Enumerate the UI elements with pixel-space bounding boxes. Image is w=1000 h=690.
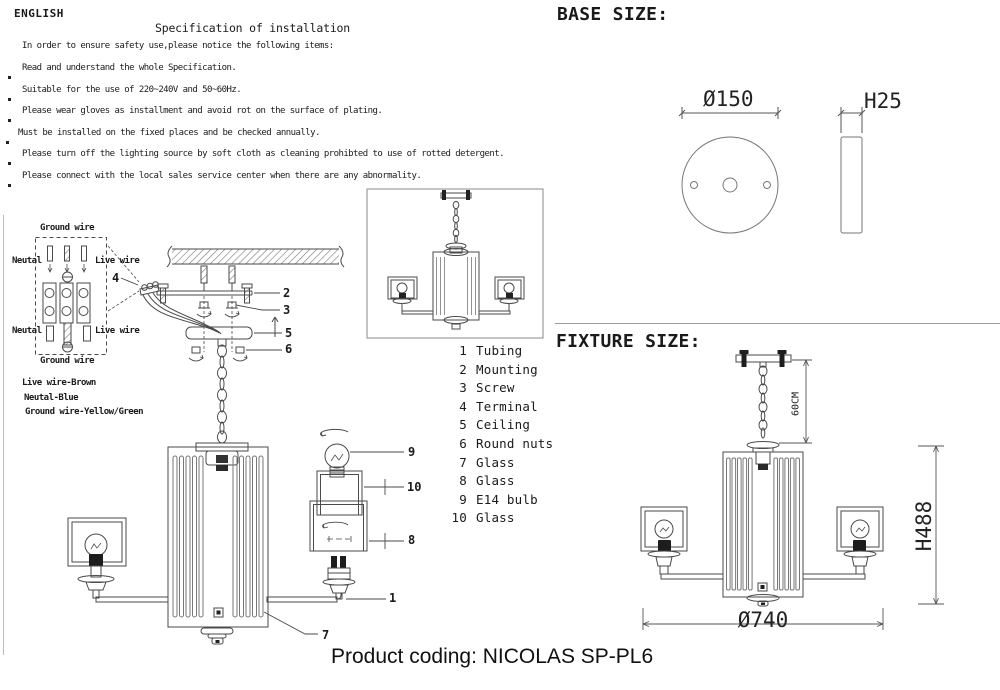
- spec-intro: In order to ensure safety use,please notice the following items:: [22, 41, 334, 51]
- spec-item: Read and understand the whole Specification.: [22, 63, 237, 73]
- leader-10: [364, 479, 404, 495]
- parts-list-item: 2 Mounting: [459, 361, 538, 377]
- spec-item: Must be installed on the fixed places and be checked annually.: [18, 128, 320, 138]
- spec-item: Please connect with the local sales service center when there are any abnormality.: [22, 171, 422, 181]
- parts-list: [443, 342, 553, 528]
- parts-list-item: 8 Glass: [459, 473, 515, 489]
- callout-2: 2: [283, 286, 291, 300]
- neutral-top-label: Neutal: [12, 256, 42, 266]
- bulb: [85, 534, 107, 556]
- bullet-dot: [6, 132, 9, 151]
- parts-list-item: 4 Terminal: [459, 398, 538, 414]
- glass-10: [317, 471, 362, 515]
- spec-item: Please turn off the lighting source by soft cloth as cleaning prohibted to use of rotted detergent.: [22, 149, 504, 159]
- arm-pipe-right: [267, 597, 337, 602]
- screw-nuts: [197, 302, 239, 317]
- inset-right-arm: [479, 277, 524, 314]
- ground-wire-top-label: Ground wire: [40, 223, 95, 233]
- bottom-finial: [201, 628, 233, 634]
- bullet-dot: [8, 67, 11, 86]
- callout-9: 9: [408, 445, 416, 459]
- chain-length-label: 60CM: [790, 391, 802, 417]
- glass-mark: [327, 536, 351, 542]
- bullet-dot: [8, 89, 11, 108]
- break-line-right: [339, 246, 344, 267]
- spec-item: Suitable for the use of 220~240V and 50~60Hz.: [22, 85, 242, 95]
- up-arrow: [272, 317, 278, 337]
- anchor-bolts: [201, 266, 235, 291]
- parts-list-item: 10 Glass: [451, 510, 515, 526]
- fixture-left-arm: [641, 507, 723, 579]
- callout-4: 4: [112, 271, 120, 285]
- product-coding: Product coding: NICOLAS SP-PL6: [331, 645, 654, 668]
- fixture-height-label: H488: [912, 500, 936, 552]
- base-size-drawing: [679, 107, 865, 233]
- break-line-left: [167, 246, 172, 267]
- ground-wire-bottom-label: Ground wire: [40, 356, 95, 366]
- neutral-bottom-label: Neutal: [12, 326, 42, 336]
- bullet-dot: [8, 110, 11, 129]
- fixture-diameter-label: Ø740: [737, 608, 789, 632]
- callout-8: 8: [408, 533, 416, 547]
- callout-1: 1: [389, 591, 397, 605]
- parts-list-item: 6 Round nuts: [459, 435, 554, 451]
- arm-pipe-left: [96, 597, 168, 602]
- callout-10: 10: [407, 480, 422, 494]
- parts-list-item: 3 Screw: [459, 380, 515, 396]
- right-exploded-parts: [267, 429, 367, 602]
- callout-5: 5: [285, 326, 293, 340]
- callout-7: 7: [322, 628, 330, 642]
- spec-item: Please wear gloves as installment and avoid rot on the surface of plating.: [22, 106, 383, 116]
- legend-ground-wire: Ground wire-Yellow/Green: [25, 407, 144, 417]
- parts-list-item: 7 Glass: [459, 454, 515, 470]
- callout-3: 3: [283, 303, 291, 317]
- base-diameter-label: Ø150: [703, 87, 754, 111]
- live-wire-top-label: Live wire: [95, 256, 140, 266]
- bulb-9: [325, 444, 349, 468]
- chain: [218, 339, 227, 443]
- dim-base-height: [838, 107, 865, 133]
- leader-4: [121, 278, 138, 285]
- fixture-right-arm: [803, 507, 883, 579]
- parts-list-item: 9 E14 bulb: [459, 491, 538, 507]
- center-column-glass: [168, 443, 268, 644]
- ceiling-mount-detail: [157, 246, 344, 361]
- fixture-size-title: FIXTURE SIZE:: [556, 331, 701, 352]
- bullet-dot: [8, 175, 11, 194]
- parts-list-item: 1 Tubing: [459, 343, 523, 358]
- leader-8: [369, 533, 404, 549]
- left-arm-shade: [68, 518, 168, 602]
- bullet-dot: [8, 153, 11, 172]
- leader-3: [236, 305, 280, 310]
- legend-live-wire: Live wire-Brown: [22, 378, 96, 388]
- inset-left-arm: [388, 277, 433, 314]
- callout-6: 6: [285, 342, 293, 356]
- assembled-fixture-inset: [367, 189, 543, 338]
- base-size-title: BASE SIZE:: [557, 4, 669, 25]
- parts-list-item: 5 Ceiling: [459, 417, 531, 433]
- spec-title: Specification of installation: [155, 21, 350, 35]
- live-wire-bottom-label: Live wire: [95, 326, 140, 336]
- legend-neutral: Neutal-Blue: [24, 393, 79, 403]
- language-label: ENGLISH: [14, 7, 64, 20]
- base-height-label: H25: [864, 89, 902, 113]
- leader-7: [264, 612, 318, 634]
- rotate-arrow: [321, 429, 348, 436]
